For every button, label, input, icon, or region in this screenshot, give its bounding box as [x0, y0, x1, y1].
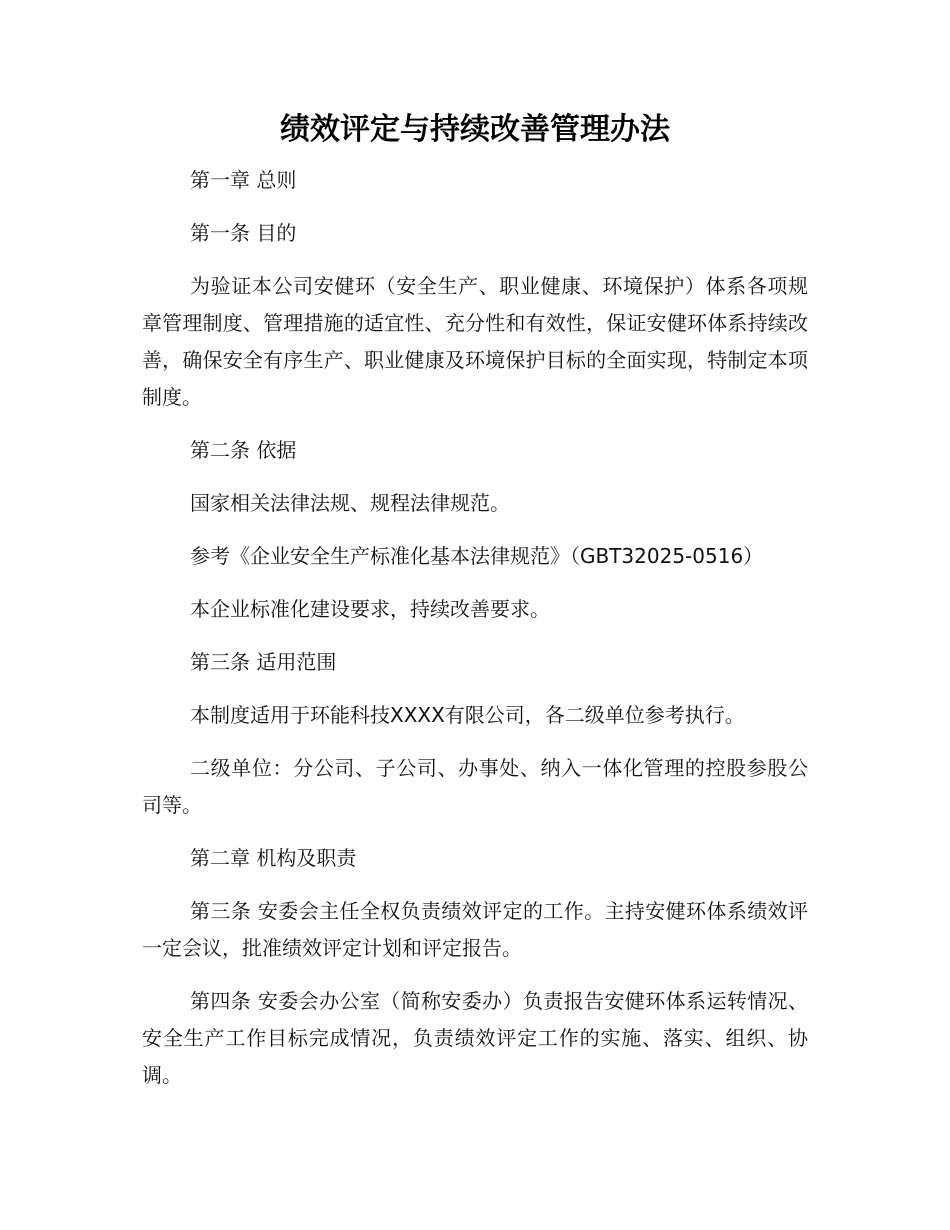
paragraph-scope: 本制度适用于环能科技XXXX有限公司，各二级单位参考执行。 — [190, 703, 745, 727]
paragraph-basis-reference: 参考《企业安全生产标准化基本法律规范》（GBT32025-0516） — [190, 544, 764, 568]
paragraph-committee-office: 第四条 安委会办公室（简称安委办）负责报告安健环体系运转情况、安全生产工作目标完成情况，负责绩效评定工作的实施、落实、组织、协调。 — [142, 989, 808, 1087]
document-body — [142, 162, 808, 1110]
document-title: 绩效评定与持续改善管理办法 — [280, 112, 670, 147]
paragraph-basis-requirements: 本企业标准化建设要求，持续改善要求。 — [190, 597, 550, 621]
article-heading-scope: 第三条 适用范围 — [190, 650, 337, 674]
paragraph-committee-director: 第三条 安委会主任全权负责绩效评定的工作。主持安健环体系绩效评一定会议，批准绩效评定计划和评定报告。 — [142, 899, 808, 960]
paragraph-basis-laws: 国家相关法律法规、规程法律规范。 — [190, 491, 510, 515]
article-heading-basis: 第二条 依据 — [190, 438, 297, 462]
article-heading-purpose: 第一条 目的 — [190, 221, 297, 245]
paragraph-secondary-units: 二级单位：分公司、子公司、办事处、纳入一体化管理的控股参股公司等。 — [142, 756, 808, 817]
chapter-heading-general: 第一章 总则 — [190, 168, 297, 192]
paragraph-purpose: 为验证本公司安健环（安全生产、职业健康、环境保护）体系各项规章管理制度、管理措施的适宜性、充分性和有效性，保证安健环体系持续改善，确保安全有序生产、职业健康及环境保护目标的全面实现，特制定本项制度。 — [142, 274, 808, 409]
chapter-heading-organization: 第二章 机构及职责 — [190, 846, 357, 870]
